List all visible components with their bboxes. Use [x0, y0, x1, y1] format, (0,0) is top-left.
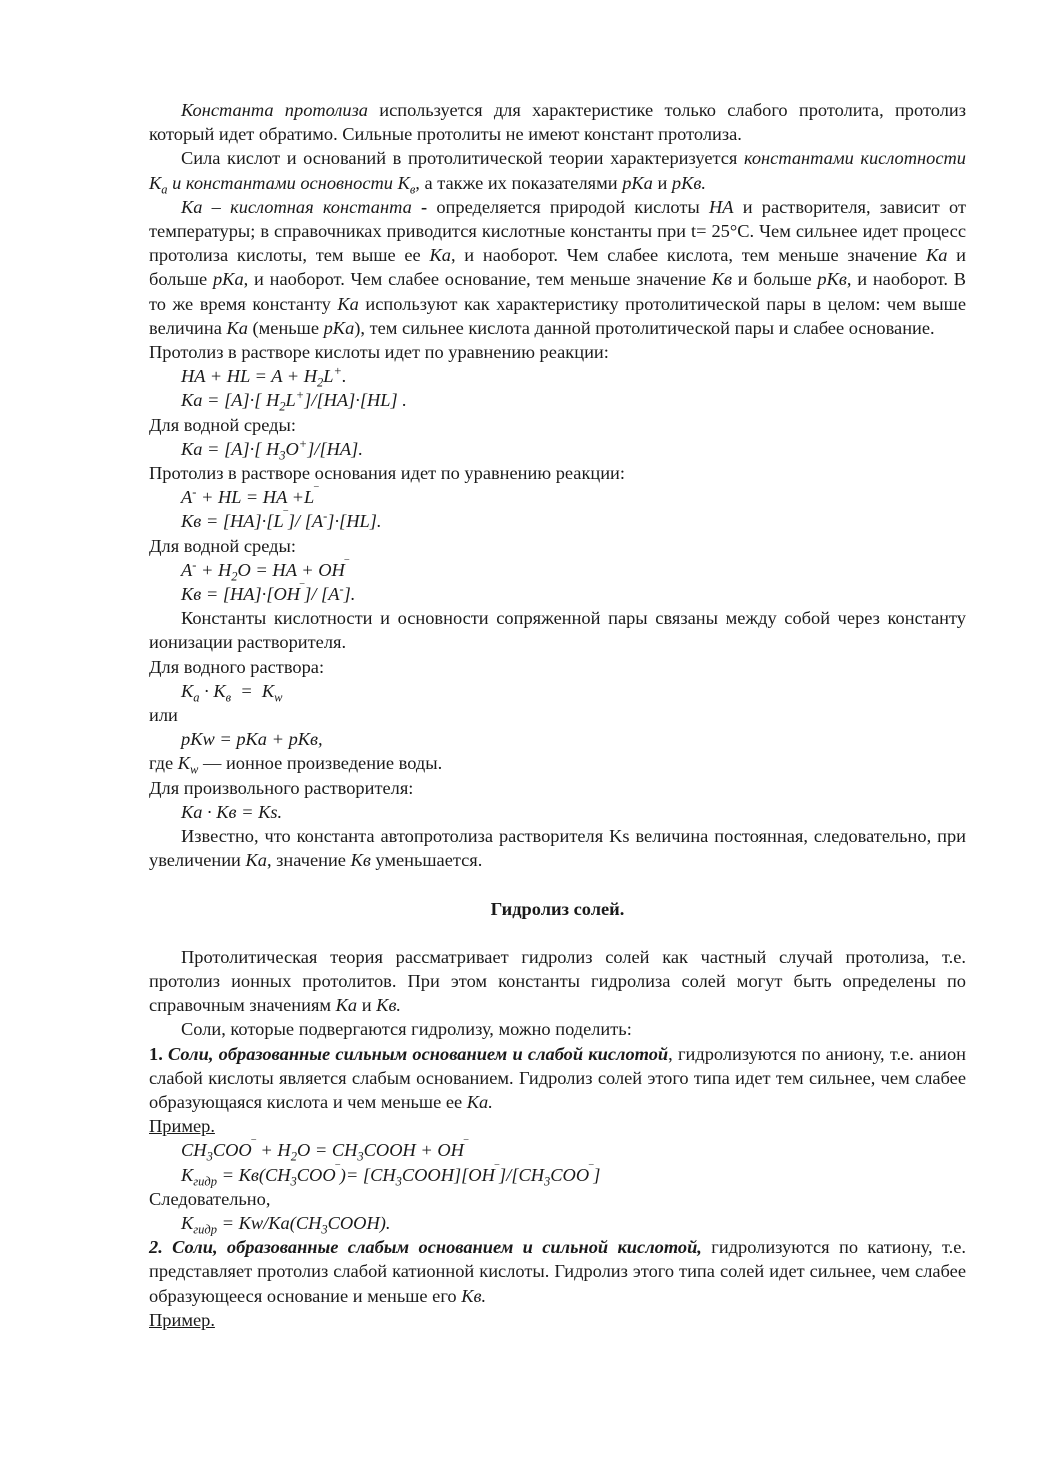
formula-kb-general: Kв = [HA]·[L‾]/ [A-]·[HL]. — [181, 509, 382, 532]
line-any-solvent: Для произвольного растворителя: — [149, 777, 414, 798]
paragraph-conjugate-pair: Константы кислотности и основности сопряженной пары связаны между собой через константу ионизации растворителя. — [149, 608, 966, 653]
example-label-1: Пример. — [149, 1116, 215, 1137]
formula-base-protolysis: A- + HL = HA +L‾ — [181, 485, 319, 508]
formula-k-hydrolysis-kw-ka: $K_{гидр}$ = $Kw/Ka(CH_3COOH)$. — [181, 1212, 391, 1237]
list-item-strong-base-weak-acid: 1. Соли, образованные сильным основанием и слабой кислотой, гидролизуются по аниону, т.е. анион слабой кислоты является слабым основанием. Гидролиз солей этого типа идет тем сильнее, чем слабее образующаяся кислота и чем меньше ее Ka. — [149, 1043, 966, 1112]
spacer — [149, 921, 966, 945]
paragraph-autoprotolysis: Известно, что константа автопротолиза растворителя Ks величина постоянная, следовательно, при увеличении Ka, значение Kв уменьшается. — [149, 826, 966, 871]
formula-ka-kb-ks: Ka · Kв = Ks. — [181, 801, 283, 822]
formula-k-hydrolysis-acetate: $K_{гидр} = Kв(CH_3COO^‾)=$ $[CH_3COOH][OH^‾]/[CH_3COO^‾]$ — [181, 1162, 601, 1189]
paragraph-salts-classification: Соли, которые подвергаются гидролизу, можно поделить: — [181, 1019, 632, 1040]
line-water-medium-2: Для водной среды: — [149, 535, 296, 556]
formula-acetate-hydrolysis: $CH_3COO^‾ + H_2O$ = $CH_3COOH + OH^‾$ — [181, 1138, 469, 1164]
formula-base-water: $A^- + H_2O$ = HA + OH‾ — [181, 557, 349, 584]
formula-ka-general: Ka = [A]·[ $H_2L^+]/[HA]\cdot[HL]$ . — [181, 388, 407, 415]
line-base-reaction: Протолиз в растворе основания идет по уравнению реакции: — [149, 463, 626, 484]
line-acid-reaction: Протолиз в растворе кислоты идет по уравнению реакции: — [149, 342, 609, 363]
paragraph-protolytic-theory: Протолитическая теория рассматривает гидролиз солей как частный случай протолиза, т.е. протолиз ионных протолитов. При этом константы гидролиза солей могут быть определены по справочным значениям Ka и Kв. — [149, 946, 966, 1016]
formula-pkw: pKw = pKa + pKв, — [181, 729, 323, 750]
line-where-kw: где $K_w$ — ионное произведение воды. — [149, 753, 443, 778]
line-or: или — [149, 705, 178, 726]
formula-kb-water: Kв = [HA]·[OH‾]/ [A-]. — [181, 581, 356, 605]
paragraph-acid-constant: Ka – кислотная константа - определяется природой кислоты HA и растворителя, зависит от температуры; в справочниках приводится кислотные константы при t= 25°C. Чем сильнее идет процесс протолиза кислоты, тем выше ее Ka, и наоборот. Чем слабее кислота, тем меньше значение Ka и больше pKa, и наоборот. Чем слабее основание, тем меньше значение Kв и больше pKв, и наоборот. В то же время константу Ka используют как характеристику протолитической пары в целом: чем выше величина Ka (меньше pKa), тем сильнее кислота данной протолитической пары и слабее основание. — [149, 196, 967, 338]
line-water-medium-1: Для водной среды: — [149, 414, 296, 435]
spacer — [149, 873, 966, 897]
example-label-2: Пример. — [149, 1309, 215, 1330]
paragraph-protolysis-constant: Константа протолиза используется для характеристике только слабого протолита, протолиз который идет обратимо. Сильные протолиты не имеют констант протолиза. — [149, 100, 966, 145]
section-heading-salt-hydrolysis: Гидролиз солей. — [490, 898, 625, 919]
line-water-solution: Для водного раствора: — [149, 656, 325, 677]
list-item-weak-base-strong-acid: 2. Соли, образованные слабым основанием и сильной кислотой, гидролизуются по катиону, т.е. представляет протолиз слабой катионной кислоты. Гидролиз этого типа солей идет сильнее, чем слабее образующееся основание и меньше его Kв. — [149, 1237, 966, 1306]
formula-ka-water: Ka = [A]·[ $H_3O^+]/[HA]$. — [181, 436, 363, 463]
paragraph-acid-base-strength: Сила кислот и оснований в протолитической теории характеризуется константами кислотности $K_a$ и константами основности $K_в$, а также их показателями pKa и pKв. — [149, 148, 966, 197]
formula-acid-protolysis: HA + HL = $A + H_2L^+$. — [181, 364, 347, 390]
line-therefore: Следовательно, — [149, 1188, 271, 1209]
formula-ka-kb-kw: $K_a \cdot K_в = K_w$ — [181, 680, 283, 705]
